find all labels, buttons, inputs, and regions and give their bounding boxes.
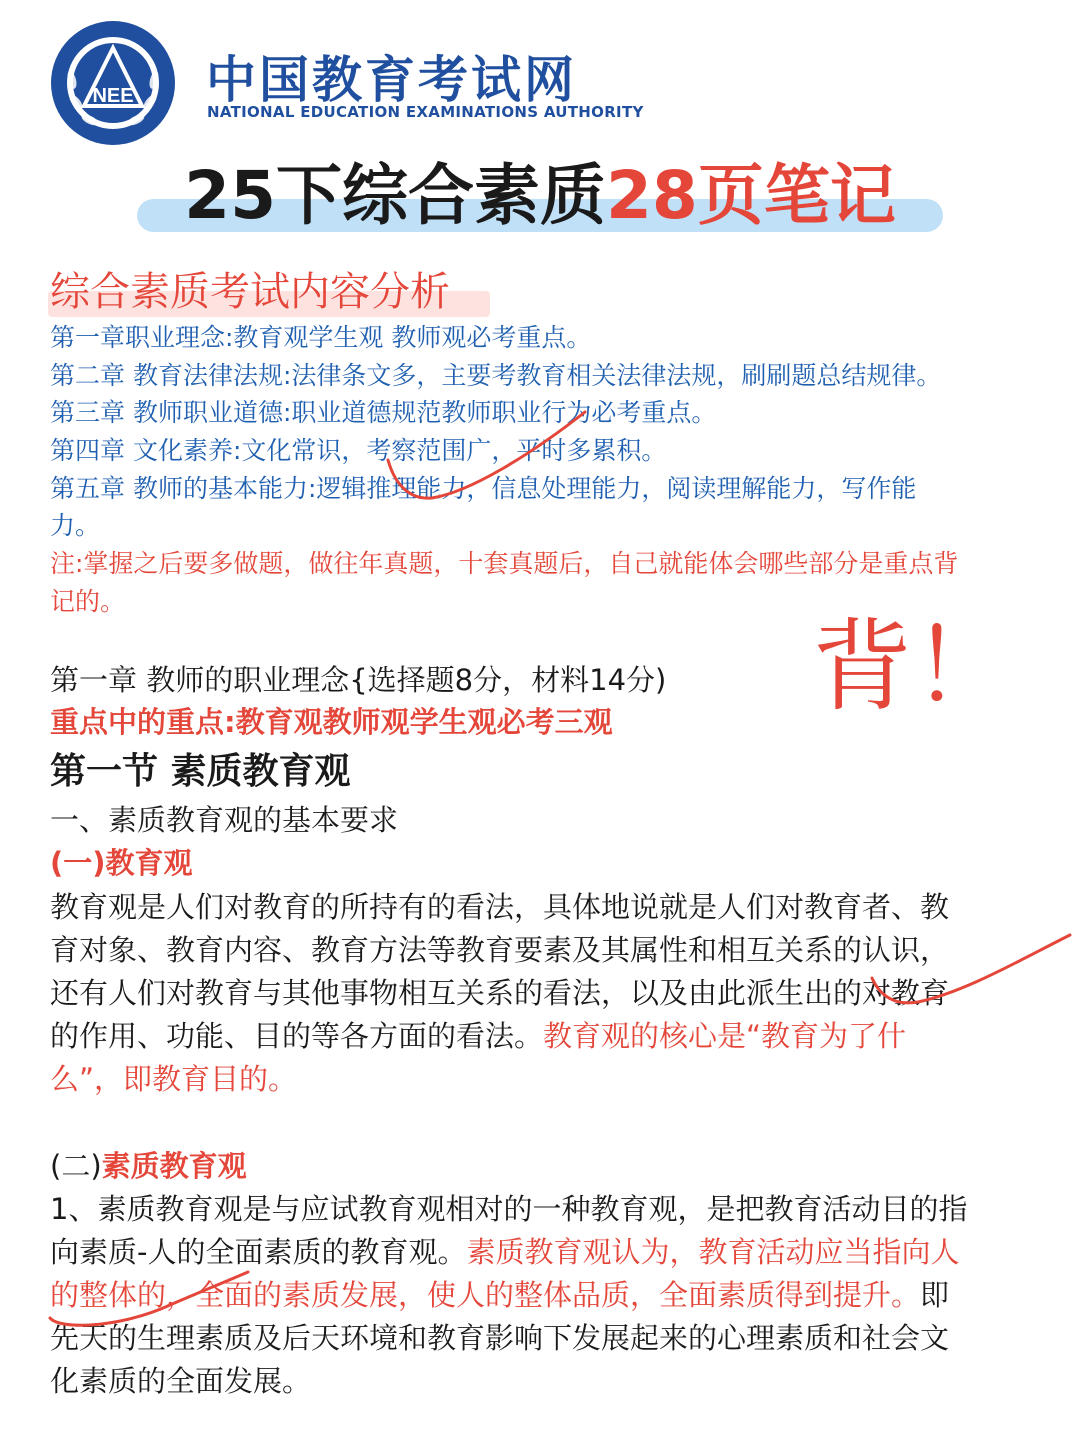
title-part-2: 28页笔记 [606,157,896,234]
para1-line-4-black: 的作用、功能、目的等各方面的看法。 [50,1019,544,1053]
subheading-1-2-label: 素质教育观 [101,1149,247,1183]
para1-line-2: 育对象、教育内容、教育方法等教育要素及其属性和相互关系的认识， [50,933,950,967]
note-line-2: 记的。 [50,587,126,616]
analysis-line-3: 第三章 教师职业道德:职业道德规范教师职业行为必考重点。 [50,398,717,427]
para2-line-4: 先天的生理素质及后天环境和教育影响下发展起来的心理素质和社会文 [50,1321,950,1355]
analysis-line-4: 第四章 文化素养:文化常识，考察范围广，平时多累积。 [50,436,667,465]
nee-logo [50,20,176,146]
analysis-line-6: 力。 [50,511,101,540]
subheading-1-2-prefix: (二) [50,1149,102,1183]
para2-line-5: 化素质的全面发展。 [50,1364,312,1398]
brand-name-en: NATIONAL EDUCATION EXAMINATIONS AUTHORITY [207,103,644,121]
memorize-stamp: 背！ [812,608,1012,725]
analysis-heading: 综合素质考试内容分析 [50,269,450,315]
note-line-1: 注:掌握之后要多做题，做往年真题，十套真题后，自己就能体会哪些部分是重点背 [50,549,959,578]
analysis-line-1: 第一章职业理念:教育观学生观 教师观必考重点。 [50,323,592,352]
para1-line-1: 教育观是人们对教育的所持有的看法，具体地说就是人们对教育者、教 [50,890,950,924]
analysis-line-2: 第二章 教育法律法规:法律条文多，主要考教育相关法律法规，刷刷题总结规律。 [50,361,942,390]
para2-line-1: 1、素质教育观是与应试教育观相对的一种教育观，是把教育活动目的指 [50,1192,968,1226]
chapter-line: 第一章 教师的职业理念{选择题8分，材料14分) [50,663,667,697]
subheading-1: 一、素质教育观的基本要求 [50,803,399,837]
logo-text: NEE [92,85,134,107]
para2-line-2-black: 向素质-人的全面素质的教育观。 [50,1235,467,1269]
para2-line-3-black: 即 [920,1278,950,1312]
brand-name-cn: 中国教育考试网 [206,51,577,109]
para1-line-4 [50,1015,906,1057]
page-title [0,150,1080,242]
para2-line-2-red: 素质教育观认为，教育活动应当指向人 [466,1235,960,1269]
key-point: 重点中的重点:教育观教师观学生观必考三观 [50,705,613,739]
subheading-1-2 [50,1145,247,1187]
para1-line-3: 还有人们对教育与其他事物相互关系的看法，以及由此派生出的对教育 [50,976,950,1010]
para2-line-3-red: 的整体的，全面的素质发展，使人的整体品质，全面素质得到提升。 [50,1278,921,1312]
subheading-1-1: (一)教育观 [50,846,193,880]
title-part-1: 25下综合素质 [184,157,606,234]
section-title: 第一节 素质教育观 [50,751,351,792]
para2-line-2 [50,1231,959,1273]
para1-line-4-red: 教育观的核心是“教育为了什 [543,1019,907,1053]
para2-line-3 [50,1274,949,1316]
analysis-line-5: 第五章 教师的基本能力:逻辑推理能力，信息处理能力，阅读理解能力，写作能 [50,474,917,503]
para1-line-5: 么”，即教育目的。 [50,1062,298,1096]
